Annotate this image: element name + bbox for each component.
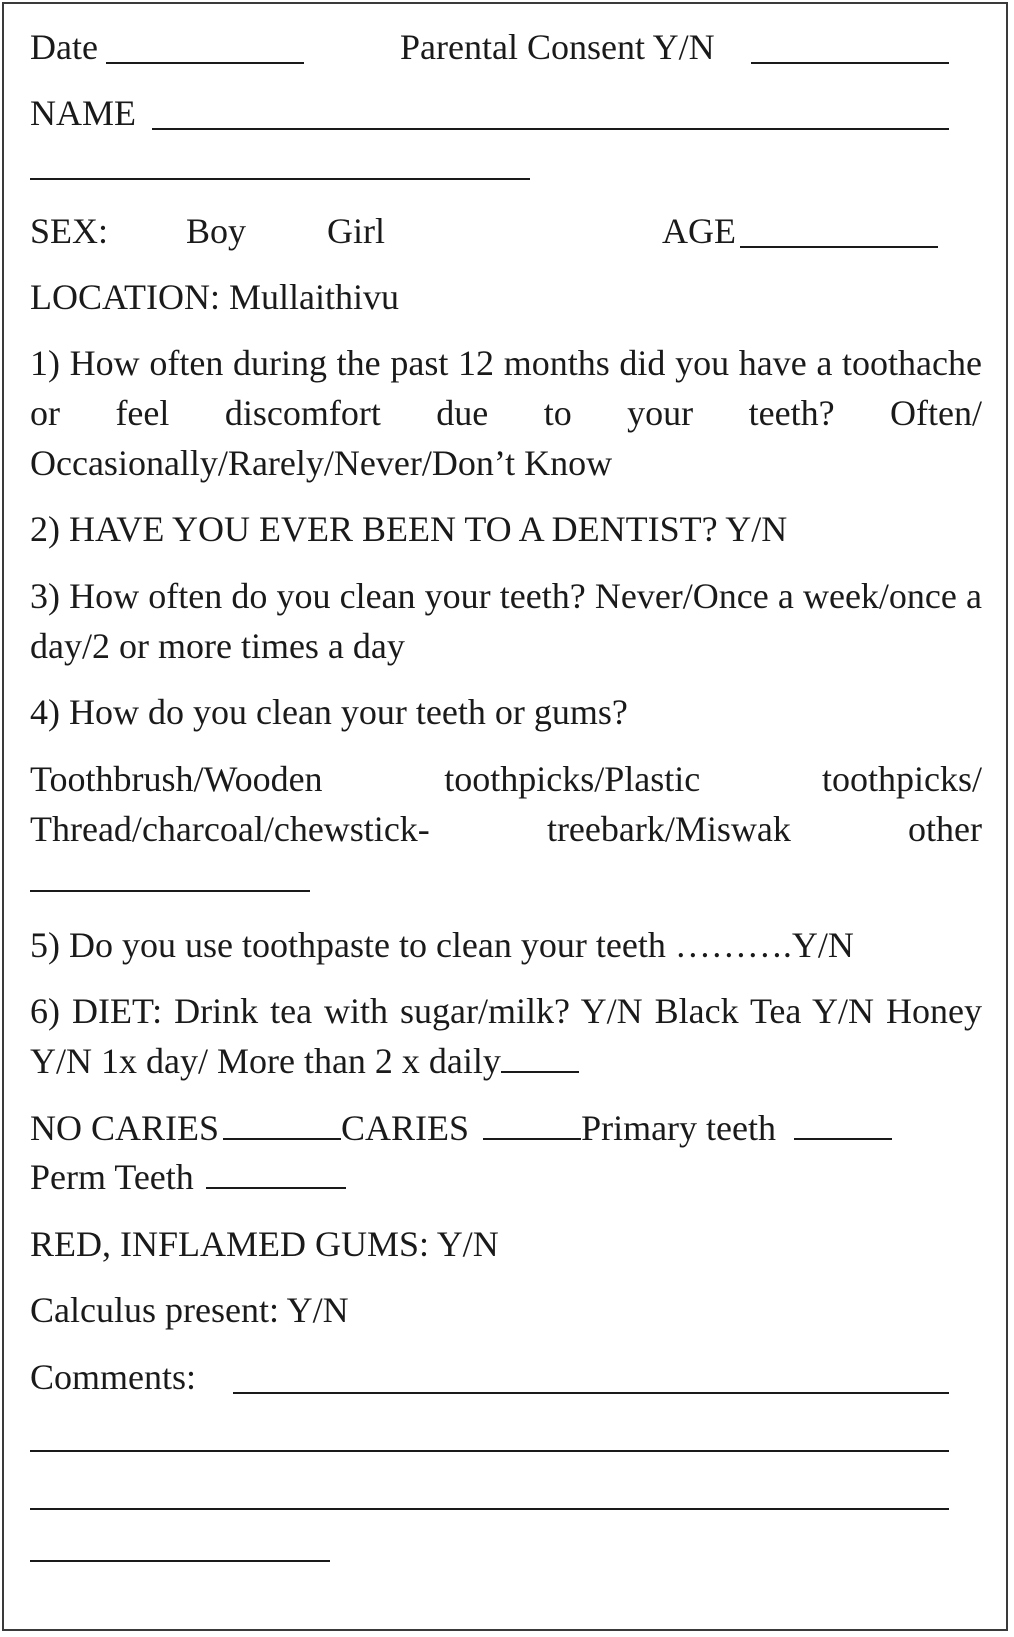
name-label: NAME: [30, 93, 136, 133]
parental-consent-blank[interactable]: [751, 62, 949, 64]
caries-row: [30, 1103, 982, 1153]
question-5: 5) Do you use toothpaste to clean your teeth ……….Y/N: [30, 925, 854, 965]
no-caries-label: NO CARIES: [30, 1108, 220, 1148]
parental-consent-label: Parental Consent Y/N: [400, 27, 715, 67]
perm-teeth-row: [30, 1152, 982, 1202]
comments-blank-4[interactable]: [30, 1560, 330, 1562]
name-blank[interactable]: [152, 128, 949, 130]
question-4-options-line-1: [30, 754, 982, 804]
question-4: 4) How do you clean your teeth or gums?: [30, 692, 628, 732]
perm-teeth-label: Perm Teeth: [30, 1157, 194, 1197]
age-blank[interactable]: [740, 246, 938, 248]
comments-blank-3[interactable]: [30, 1508, 949, 1510]
primary-teeth-label: Primary teeth: [581, 1108, 777, 1148]
question-1: 1) How often during the past 12 months did you have a toothache or feel discomfort due to your teeth? Often/ Occasionally/Rarely/Never/Don’t Know: [30, 343, 982, 483]
perm-teeth-blank[interactable]: [206, 1155, 346, 1189]
q4-option-toothpicks-plastic: toothpicks/Plastic: [444, 759, 701, 799]
q4-option-thread-charcoal-chewstick: Thread/charcoal/chewstick-: [30, 809, 430, 849]
date-blank[interactable]: [106, 62, 304, 64]
consent-form: [2, 2, 1008, 1631]
question-2: 2) HAVE YOU EVER BEEN TO A DENTIST? Y/N: [30, 509, 788, 549]
date-label: Date: [30, 27, 98, 67]
caries-label: CARIES: [341, 1108, 470, 1148]
sex-option-boy[interactable]: Boy: [186, 211, 247, 251]
calculus-present: Calculus present: Y/N: [30, 1290, 349, 1330]
q4-option-other: other: [908, 809, 982, 849]
comments-blank-1[interactable]: [233, 1392, 949, 1394]
caries-blank[interactable]: [483, 1106, 581, 1140]
comments-label: Comments:: [30, 1357, 197, 1397]
age-label: AGE: [662, 211, 736, 251]
q4-option-treebark-miswak: treebark/Miswak: [546, 809, 791, 849]
location-line: LOCATION: Mullaithivu: [30, 277, 399, 317]
question-6-text: 6) DIET: Drink tea with sugar/milk? Y/N Black Tea Y/N Honey Y/N 1x day/ More than 2 x daily: [30, 991, 982, 1081]
no-caries-blank[interactable]: [223, 1106, 341, 1140]
comments-blank-2[interactable]: [30, 1450, 949, 1452]
q4-other-blank[interactable]: [30, 890, 310, 892]
q4-option-toothpicks: toothpicks/: [822, 759, 982, 799]
q4-option-toothbrush-wooden: Toothbrush/Wooden: [30, 759, 323, 799]
red-inflamed-gums: RED, INFLAMED GUMS: Y/N: [30, 1224, 499, 1264]
name-blank-continued[interactable]: [30, 178, 530, 180]
sex-option-girl[interactable]: Girl: [327, 211, 385, 251]
sex-label: SEX:: [30, 211, 109, 251]
q6-daily-blank[interactable]: [501, 1039, 579, 1073]
question-6: [30, 986, 982, 1086]
primary-teeth-blank[interactable]: [794, 1106, 892, 1140]
question-3: 3) How often do you clean your teeth? Never/Once a week/once a day/2 or more times a day: [30, 576, 982, 666]
question-4-options-line-2: [30, 804, 982, 854]
